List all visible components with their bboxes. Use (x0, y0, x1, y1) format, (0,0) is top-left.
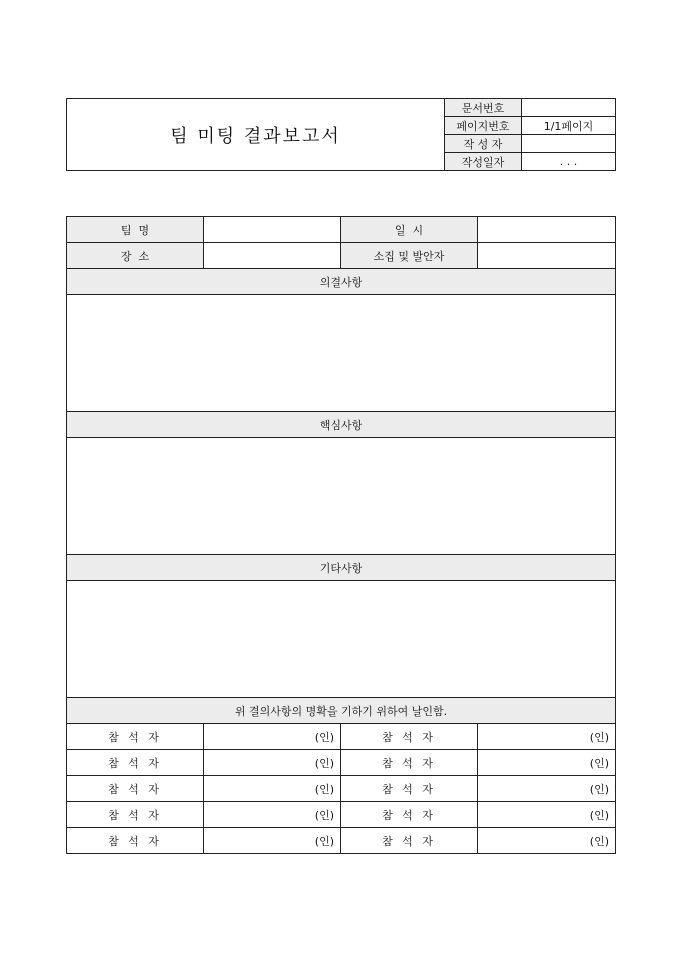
attendee-label: 참 석 자 (67, 724, 204, 750)
author-field[interactable] (522, 135, 616, 153)
date-field[interactable]: . . . (522, 153, 616, 171)
team-label: 팀 명 (67, 217, 204, 243)
signature-row (67, 802, 616, 828)
seal-field[interactable]: (인) (204, 750, 341, 776)
attendee-label: 참 석 자 (341, 828, 478, 854)
resolutions-textarea[interactable] (67, 295, 616, 412)
page-title: 팀 미팅 결과보고서 (67, 99, 445, 171)
meeting-form (66, 216, 616, 854)
resolutions-header: 의결사항 (67, 269, 616, 295)
seal-field[interactable]: (인) (204, 724, 341, 750)
convener-field[interactable] (478, 243, 616, 269)
document-header (66, 98, 616, 171)
seal-field[interactable]: (인) (478, 724, 616, 750)
confirmation-statement: 위 결의사항의 명확을 기하기 위하여 날인함. (67, 698, 616, 724)
page-number-label: 페이지번호 (445, 117, 522, 135)
attendee-label: 참 석 자 (341, 750, 478, 776)
attendee-label: 참 석 자 (67, 828, 204, 854)
place-label: 장 소 (67, 243, 204, 269)
doc-number-field[interactable] (522, 99, 616, 117)
attendee-label: 참 석 자 (67, 776, 204, 802)
key-points-textarea[interactable] (67, 438, 616, 555)
attendee-label: 참 석 자 (67, 750, 204, 776)
signature-row (67, 776, 616, 802)
signature-row (67, 724, 616, 750)
date-label: 작성일자 (445, 153, 522, 171)
attendee-label: 참 석 자 (341, 724, 478, 750)
datetime-label: 일 시 (341, 217, 478, 243)
seal-field[interactable]: (인) (478, 802, 616, 828)
signature-row (67, 828, 616, 854)
other-textarea[interactable] (67, 581, 616, 698)
attendee-label: 참 석 자 (341, 776, 478, 802)
seal-field[interactable]: (인) (478, 776, 616, 802)
doc-number-label: 문서번호 (445, 99, 522, 117)
attendee-label: 참 석 자 (67, 802, 204, 828)
seal-field[interactable]: (인) (204, 828, 341, 854)
seal-field[interactable]: (인) (204, 776, 341, 802)
seal-field[interactable]: (인) (204, 802, 341, 828)
place-field[interactable] (204, 243, 341, 269)
author-label: 작 성 자 (445, 135, 522, 153)
signature-row (67, 750, 616, 776)
attendee-label: 참 석 자 (341, 802, 478, 828)
team-field[interactable] (204, 217, 341, 243)
page-number-value: 1/1페이지 (522, 117, 616, 135)
key-points-header: 핵심사항 (67, 412, 616, 438)
datetime-field[interactable] (478, 217, 616, 243)
other-header: 기타사항 (67, 555, 616, 581)
seal-field[interactable]: (인) (478, 750, 616, 776)
seal-field[interactable]: (인) (478, 828, 616, 854)
convener-label: 소집 및 발안자 (341, 243, 478, 269)
